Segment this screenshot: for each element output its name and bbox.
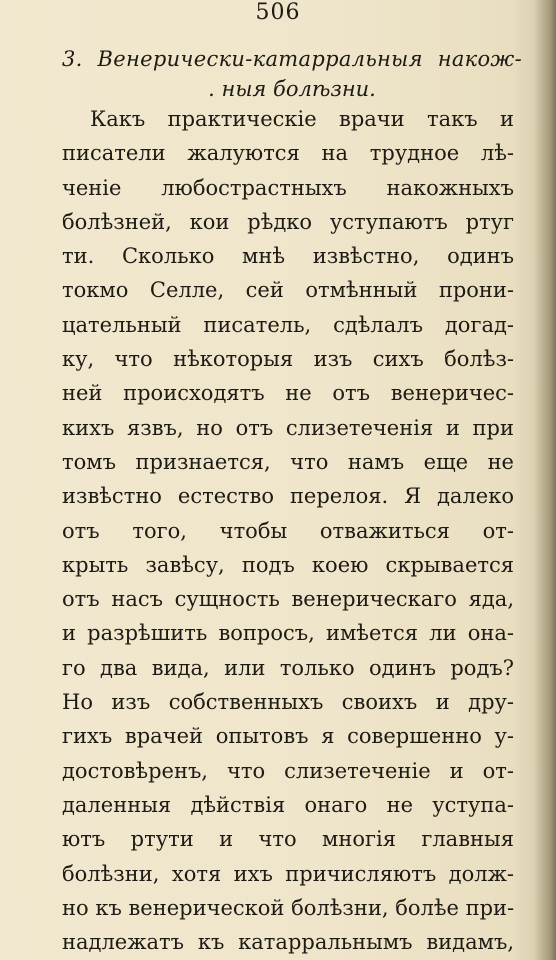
- text-line: гихъ врачей опытовъ я совершенно у-: [62, 724, 514, 749]
- section-heading-line-2: . ныя болѣзни.: [208, 77, 376, 101]
- text-line: отъ того, чтобы отважиться от-: [62, 518, 514, 543]
- text-line: ченіе любострастныхъ накожныхъ: [62, 175, 514, 200]
- text-line: болѣзней, кои рѣдко уступаютъ ртуг: [62, 209, 514, 234]
- text-line: Какъ практическіе врачи такъ и: [90, 107, 514, 131]
- text-line: токмо Селле, сей отмѣнный прони-: [62, 278, 514, 303]
- text-line: крыть завѣсу, подъ коею скрывается: [62, 552, 514, 577]
- text-line: даленныя дѣйствія онаго не уступа-: [62, 792, 514, 817]
- text-line: кихъ язвъ, но отъ слизетеченія и при: [62, 415, 514, 440]
- section-heading: [62, 44, 522, 104]
- text-line: Но изъ собственныхъ своихъ и дру-: [62, 690, 514, 715]
- text-line: ней происходятъ не отъ венеричес-: [62, 381, 514, 406]
- text-line: ти. Сколько мнѣ извѣстно, одинъ: [62, 244, 514, 269]
- text-line: писатели жалуются на трудное лѣ-: [62, 141, 514, 166]
- text-line: цательный писатель, сдѣлалъ догад-: [62, 312, 514, 337]
- text-line: достовѣренъ, что слизетеченіе и от-: [62, 758, 514, 783]
- text-line: томъ признается, что намъ еще не: [62, 449, 514, 474]
- text-line: ку, что нѣкоторыя изъ сихъ болѣз-: [62, 347, 514, 372]
- page-edge-shadow: [534, 0, 556, 960]
- text-line: извѣстно естество перелоя. Я далеко: [62, 484, 514, 509]
- text-line: ютъ ртути и что многія главныя: [62, 827, 514, 852]
- text-line: го два вида, или только одинъ родъ?: [62, 655, 514, 680]
- body-text: [62, 102, 514, 959]
- text-line: болѣзни, хотя ихъ причисляютъ долж-: [62, 861, 514, 886]
- page-number: 506: [255, 0, 301, 25]
- text-line: надлежатъ къ катарральнымъ видамъ,: [62, 930, 514, 955]
- text-line: и разрѣшить вопросъ, имѣется ли она-: [62, 621, 514, 646]
- text-line: но къ венерической болѣзни, болѣе при-: [62, 895, 515, 920]
- text-line: отъ насъ сущность венерическаго яда,: [62, 587, 514, 612]
- section-heading-line-1: 3. Венерически-катарральныя накож-: [62, 47, 522, 71]
